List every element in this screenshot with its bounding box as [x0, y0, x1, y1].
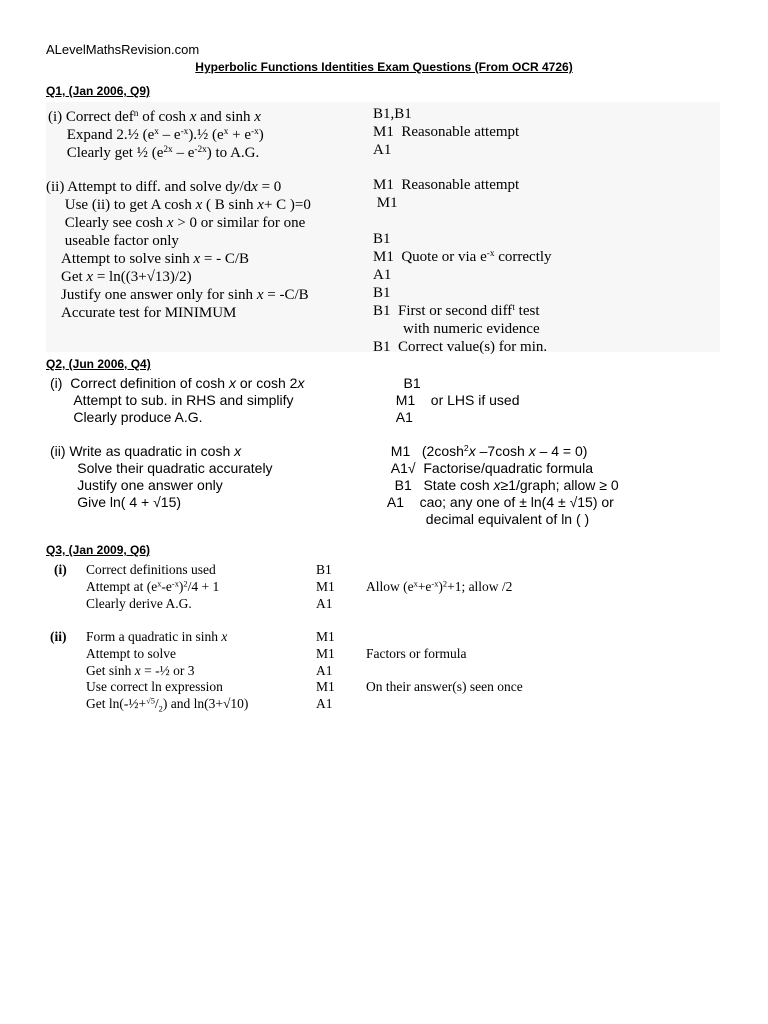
text-line: Clearly produce A.G.	[50, 409, 203, 425]
q2-heading: Q2, (Jun 2006, Q4)	[46, 357, 151, 371]
text-line: M1	[316, 645, 335, 661]
q1-part-i-working	[48, 108, 264, 162]
text-line: On their answer(s) seen once	[366, 679, 523, 695]
text-line: M1 ($2\cosh^2x$ –7cosh x – 4 = 0)	[383, 443, 588, 459]
text-line: Allow $(e^x+e^{-x})^2+1$; allow /2	[366, 578, 513, 594]
text-line: B1	[316, 562, 332, 577]
text-line: useable factor only	[46, 233, 179, 249]
text-line: Attempt to solve sinh x = - C/B	[46, 251, 250, 267]
text-line	[366, 663, 523, 680]
text-line: B1 First or second diff$^t$ test	[373, 302, 540, 319]
text-line	[366, 696, 523, 713]
text-line: B1	[373, 231, 391, 247]
q2-part-i-marks	[388, 375, 520, 426]
text-line: Clearly get ½ $(e^{2x} - e^{-2x})$ to A.G.	[48, 144, 260, 161]
q3-part-ii-label: (ii)	[50, 629, 67, 644]
text-line	[366, 562, 512, 579]
text-line: Attempt at $(e^x-e^{-x})^2/4 + 1$	[86, 578, 220, 594]
text-line: A1	[316, 662, 333, 678]
text-line: Use correct ln expression	[86, 679, 223, 695]
text-line: Solve their quadratic accurately	[50, 460, 273, 476]
q2-part-ii-marks	[383, 443, 619, 528]
text-line: Factors or formula	[366, 645, 467, 661]
text-line: B1	[373, 285, 391, 301]
text-line: Correct definitions used	[86, 562, 216, 577]
text-line: M1	[373, 195, 398, 211]
q3-part-i-notes	[366, 562, 512, 612]
text-line: B1,B1	[373, 106, 412, 122]
text-line: Get x = ln((3+√13)/2)	[46, 269, 192, 285]
text-line: (i) Correct def$^n$ of cosh x and sinh x	[48, 108, 261, 125]
text-line: M1 Reasonable attempt	[373, 124, 520, 140]
q3-part-i-label: (i)	[54, 562, 67, 577]
text-line: Clearly derive A.G.	[86, 595, 192, 611]
text-line: M1	[316, 578, 335, 594]
document-title: Hyperbolic Functions Identities Exam Questions (From OCR 4726)	[195, 60, 573, 74]
text-line: (i) Correct definition of cosh x or cosh 2x	[50, 375, 305, 391]
text-line: Get $\ln(-\frac{1}{2}+^{√5}/_2)$ and ln(3+√10)	[86, 696, 249, 714]
q3-part-i-marks	[316, 562, 335, 612]
q1-part-i-marks	[373, 105, 519, 159]
text-line	[373, 212, 552, 230]
q3-part-ii-working	[86, 629, 248, 719]
text-line: M1 or LHS if used	[388, 392, 520, 408]
text-line: (ii) Write as quadratic in cosh x	[50, 443, 242, 459]
text-line: B1 Correct value(s) for min.	[373, 339, 548, 355]
q2-part-ii-working	[50, 443, 273, 511]
text-line: Justify one answer only	[50, 477, 223, 493]
text-line: A1 cao; any one of ± ln(4 ± √15) or	[383, 494, 614, 510]
text-line: M1	[316, 629, 335, 644]
text-line: A1	[388, 409, 413, 425]
q3-part-ii-marks	[316, 629, 335, 713]
text-line: A1	[316, 595, 333, 611]
text-line: Attempt to sub. in RHS and simplify	[50, 392, 294, 408]
text-line: with numeric evidence	[373, 321, 540, 337]
q1-part-ii-marks	[373, 176, 552, 356]
text-line: M1	[316, 679, 335, 695]
text-line	[366, 629, 523, 646]
text-line: (ii) Attempt to diff. and solve dy/dx = 0	[46, 179, 282, 195]
text-line: Justify one answer only for sinh x = -C/B	[46, 287, 309, 303]
q1-heading: Q1, (Jan 2006, Q9)	[46, 84, 151, 98]
text-line: Form a quadratic in sinh x	[86, 629, 228, 644]
text-line: B1	[388, 375, 421, 391]
text-line: A1√ Factorise/quadratic formula	[383, 460, 593, 476]
text-line: Expand 2.½ ($e^x$ – $e^{-x}).\frac{1}{2}$ $(e^x + e^{-x})$	[48, 126, 264, 143]
text-line: Attempt to solve	[86, 645, 176, 661]
text-line: A1	[316, 696, 333, 712]
text-line: Accurate test for MINIMUM	[46, 305, 237, 321]
text-line: decimal equivalent of ln ( )	[383, 511, 590, 527]
q2-part-i-working	[50, 375, 304, 426]
text-line: M1 Quote or via $e^{-x}$ correctly	[373, 248, 552, 265]
site-name: ALevelMathsRevision.com	[46, 42, 200, 57]
text-line: B1 State cosh x≥1/graph; allow ≥ 0	[383, 477, 619, 493]
text-line: A1	[373, 267, 392, 283]
text-line: Give ln( 4 + √15)	[50, 494, 182, 510]
q3-heading: Q3, (Jan 2009, Q6)	[46, 543, 151, 557]
text-line: Get sinh x = -½ or 3	[86, 662, 195, 678]
text-line: Clearly see cosh x > 0 or similar for one	[46, 215, 306, 231]
text-line: A1	[373, 142, 392, 158]
text-line: M1 Reasonable attempt	[373, 177, 520, 193]
q1-part-ii-working	[46, 178, 311, 322]
q3-part-ii-notes	[366, 629, 523, 713]
text-line	[366, 596, 512, 613]
q3-part-i-working	[86, 562, 219, 612]
text-line: Use (ii) to get A cosh x ( B sinh x+ C )=0	[46, 197, 311, 213]
